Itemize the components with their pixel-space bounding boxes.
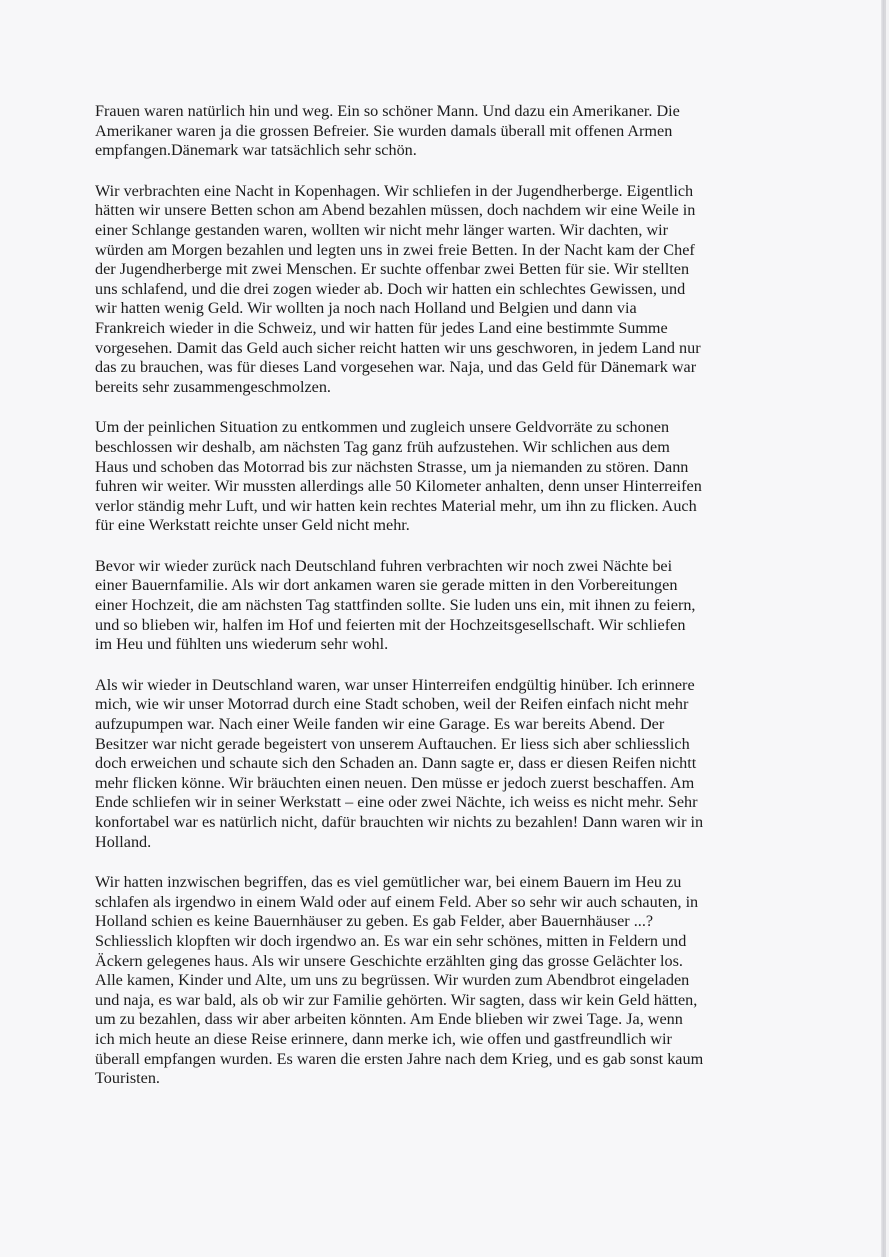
text-line: Bevor wir wieder zurück nach Deutschland fuhren verbrachten wir noch zwei Nächte bei xyxy=(95,556,673,575)
text-line: Haus und schoben das Motorrad bis zur nächsten Strasse, um ja niemanden zu stören. Dann xyxy=(95,457,689,476)
text-line: schlafen als irgendwo in einem Wald oder auf einem Feld. Aber so sehr wir auch schauten, in xyxy=(95,892,699,911)
paragraph xyxy=(95,557,785,655)
text-line: Holland schien es keine Bauernhäuser zu geben. Es gab Felder, aber Bauernhäuser ...? xyxy=(95,912,654,931)
paragraph xyxy=(95,418,785,536)
text-line: Um der peinlichen Situation zu entkommen und zugleich unsere Geldvorräte zu schonen xyxy=(95,418,670,437)
text-line: Touristen. xyxy=(95,1069,160,1088)
text-line: das zu brauchen, was für dieses Land vorgesehen war. Naja, und das Geld für Dänemark war xyxy=(95,358,697,377)
text-line: um zu bezahlen, dass wir aber arbeiten könnten. Am Ende blieben wir zwei Tage. Ja, wenn xyxy=(95,1010,683,1029)
text-line: aufzupumpen war. Nach einer Weile fanden wir eine Garage. Es war bereits Abend. Der xyxy=(95,715,665,734)
text-line: Äckern gelegenes haus. Als wir unsere Geschichte erzählten ging das grosse Gelächter los. xyxy=(95,951,683,970)
text-line: einer Hochzeit, die am nächsten Tag stattfinden sollte. Sie luden uns ein, mit ihnen zu feiern, xyxy=(95,596,696,615)
page-edge-shadow xyxy=(881,0,884,1257)
text-line: und so blieben wir, halfen im Hof und feierten mit der Hochzeitsgesellschaft. Wir schliefen xyxy=(95,615,686,634)
text-line: verlor ständig mehr Luft, und wir hatten kein rechtes Material mehr, um ihn zu flicken. Auch xyxy=(95,496,697,515)
text-line: Frankreich wieder in die Schweiz, und wir hatten für jedes Land eine bestimmte Summe xyxy=(95,318,668,337)
text-line: vorgesehen. Damit das Geld auch sicher reicht hatten wir uns geschworen, in jedem Land nur xyxy=(95,338,701,357)
text-line: für eine Werkstatt reichte unser Geld nicht mehr. xyxy=(95,516,410,535)
paragraph xyxy=(95,182,785,398)
paragraph xyxy=(95,676,785,852)
text-line: Ende schliefen wir in seiner Werkstatt – eine oder zwei Nächte, ich weiss es nicht mehr. Sehr xyxy=(95,793,698,812)
text-line: uns schlafend, und die drei zogen wieder ab. Doch wir hatten ein schlechtes Gewissen, und xyxy=(95,279,686,298)
text-line: Besitzer war nicht gerade begeistert von unserem Auftauchen. Er liess sich aber schliesslich xyxy=(95,734,690,753)
text-line: Wir verbrachten eine Nacht in Kopenhagen. Wir schliefen in der Jugendherberge. Eigentlich xyxy=(95,181,694,200)
text-line: empfangen.Dänemark war tatsächlich sehr schön. xyxy=(95,141,417,160)
document-body xyxy=(95,102,785,1110)
text-line: bereits sehr zusammengeschmolzen. xyxy=(95,377,331,396)
text-line: im Heu und fühlten uns wiederum sehr wohl. xyxy=(95,635,389,654)
text-line: Wir hatten inzwischen begriffen, das es viel gemütlicher war, bei einem Bauern im Heu zu xyxy=(95,873,682,892)
text-line: und naja, es war bald, als ob wir zur Familie gehörten. Wir sagten, dass wir kein Geld hätten, xyxy=(95,990,698,1009)
text-line: doch erweichen und schaute sich den Schaden an. Dann sagte er, dass er diesen Reifen nichtt xyxy=(95,754,697,773)
text-line: der Jugendherberge mit zwei Menschen. Er suchte offenbar zwei Betten für sie. Wir stellten xyxy=(95,260,690,279)
text-line: wir hatten wenig Geld. Wir wollten ja noch nach Holland und Belgien und dann via xyxy=(95,299,637,318)
text-line: Amerikaner waren ja die grossen Befreier. Sie wurden damals überall mit offenen Armen xyxy=(95,121,673,140)
paragraph xyxy=(95,873,785,1089)
text-line: einer Schlange gestanden waren, wollten wir nicht mehr länger warten. Wir dachten, wir xyxy=(95,220,669,239)
text-line: Als wir wieder in Deutschland waren, war unser Hinterreifen endgültig hinüber. Ich erinnere xyxy=(95,675,695,694)
text-line: fuhren wir weiter. Wir mussten allerdings alle 50 Kilometer anhalten, denn unser Hinterreifen xyxy=(95,477,702,496)
text-line: mich, wie wir unser Motorrad durch eine Stadt schoben, weil der Reifen einfach nicht mehr xyxy=(95,695,689,714)
text-line: Alle kamen, Kinder und Alte, um uns zu begrüssen. Wir wurden zum Abendbrot eingeladen xyxy=(95,971,690,990)
text-line: überall empfangen wurden. Es waren die ersten Jahre nach dem Krieg, und es gab sonst kaum xyxy=(95,1049,704,1068)
text-line: konfortabel war es natürlich nicht, dafür brauchten wir nichts zu bezahlen! Dann waren wir in xyxy=(95,813,704,831)
text-line: Frauen waren natürlich hin und weg. Ein so schöner Mann. Und dazu ein Amerikaner. Die xyxy=(95,102,680,120)
text-line: würden am Morgen bezahlen und legten uns in zwei freie Betten. In der Nacht kam der Chef xyxy=(95,240,695,259)
text-line: einer Bauernfamilie. Als wir dort ankamen waren sie gerade mitten in den Vorbereitungen xyxy=(95,576,678,595)
text-line: beschlossen wir deshalb, am nächsten Tag ganz früh aufzustehen. Wir schlichen aus dem xyxy=(95,437,670,456)
paragraph xyxy=(95,102,785,161)
text-line: Holland. xyxy=(95,832,152,851)
text-line: ich mich heute an diese Reise erinnere, dann merke ich, wie offen und gastfreundlich wir xyxy=(95,1029,672,1048)
text-line: Schliesslich klopften wir doch irgendwo an. Es war ein sehr schönes, mitten in Feldern und xyxy=(95,931,687,950)
text-line: mehr flicken könne. Wir bräuchten einen neuen. Den müsse er jedoch zuerst beschaffen. Am xyxy=(95,773,695,792)
text-line: hätten wir unsere Betten schon am Abend bezahlen müssen, doch nachdem wir eine Weile in xyxy=(95,201,696,220)
